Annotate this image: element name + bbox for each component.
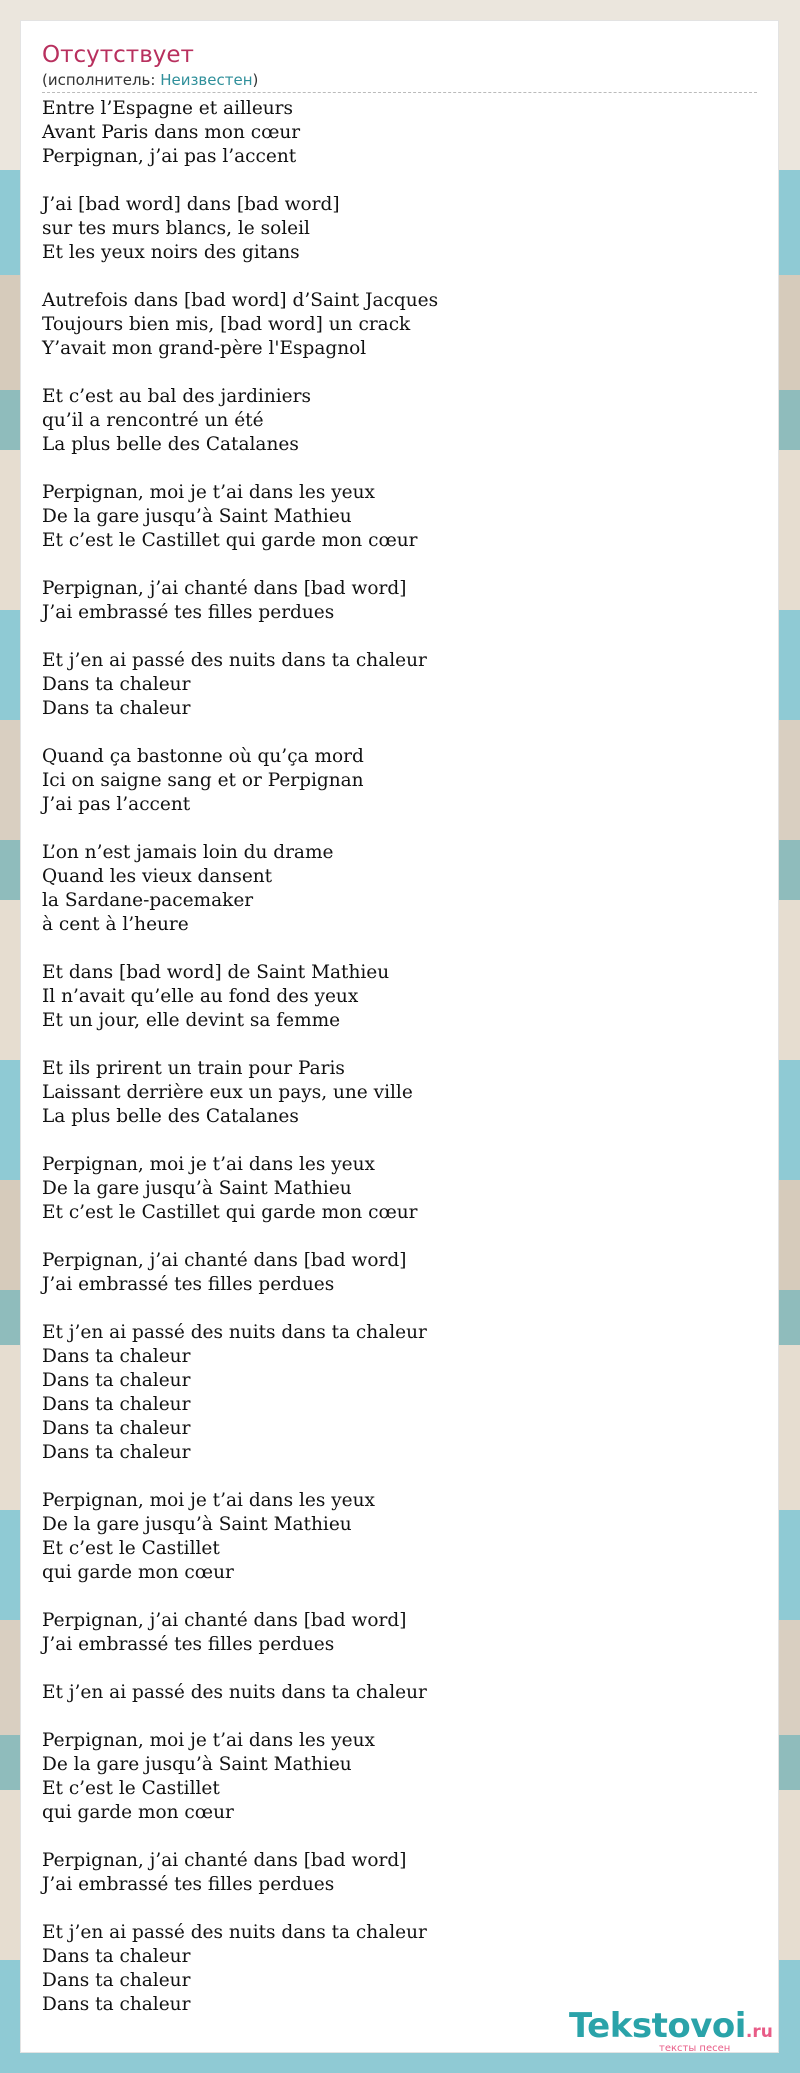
lyrics-stanza bbox=[42, 1681, 757, 1705]
lyric-line: Toujours bien mis, [bad word] un crack bbox=[42, 314, 411, 335]
lyric-line: Perpignan, j’ai chanté dans [bad word] bbox=[42, 1610, 407, 1631]
lyric-line: Dans ta chaleur bbox=[42, 1394, 191, 1415]
lyric-line: Et c’est au bal des jardiniers bbox=[42, 386, 311, 407]
lyric-line: Et j’en ai passé des nuits dans ta chaleur bbox=[42, 1922, 427, 1943]
lyric-line: Dans ta chaleur bbox=[42, 1970, 191, 1991]
artist-prefix: (исполнитель: bbox=[42, 71, 161, 89]
lyrics-stanza bbox=[42, 1057, 757, 1129]
lyric-line: Et un jour, elle devint sa femme bbox=[42, 1010, 341, 1031]
lyrics-stanza bbox=[42, 961, 757, 1033]
lyric-line: la Sardane-pacemaker bbox=[42, 890, 254, 911]
lyrics-stanza bbox=[42, 1489, 757, 1585]
lyrics-stanza bbox=[42, 1609, 757, 1657]
lyrics-stanza bbox=[42, 1849, 757, 1897]
lyrics-stanza bbox=[42, 1249, 757, 1297]
lyric-line: L’on n’est jamais loin du drame bbox=[42, 842, 334, 863]
lyric-line: Perpignan, j’ai chanté dans [bad word] bbox=[42, 1250, 407, 1271]
logo-tagline: тексты песен bbox=[659, 2043, 731, 2054]
artist-suffix: ) bbox=[252, 71, 259, 89]
lyric-line: Et c’est le Castillet qui garde mon cœur bbox=[42, 530, 418, 551]
lyric-line: J’ai embrassé tes filles perdues bbox=[42, 1874, 335, 1895]
lyric-line: Et j’en ai passé des nuits dans ta chaleur bbox=[42, 1682, 427, 1703]
lyric-line: Perpignan, moi je t’ai dans les yeux bbox=[42, 1490, 375, 1511]
lyrics-stanza bbox=[42, 193, 757, 265]
lyric-line: Et c’est le Castillet qui garde mon cœur bbox=[42, 1202, 418, 1223]
lyric-line: Avant Paris dans mon cœur bbox=[42, 122, 301, 143]
lyric-line: De la gare jusqu’à Saint Mathieu bbox=[42, 506, 352, 527]
lyric-line: Y’avait mon grand-père l'Espagnol bbox=[42, 338, 367, 359]
lyric-line: La plus belle des Catalanes bbox=[42, 434, 299, 455]
lyric-line: J’ai pas l’accent bbox=[42, 794, 191, 815]
lyrics-stanza bbox=[42, 745, 757, 817]
lyric-line: J’ai embrassé tes filles perdues bbox=[42, 1274, 335, 1295]
lyric-line: Il n’avait qu’elle au fond des yeux bbox=[42, 986, 359, 1007]
lyric-line: Dans ta chaleur bbox=[42, 1442, 191, 1463]
lyrics-stanza bbox=[42, 1729, 757, 1825]
lyric-line: qui garde mon cœur bbox=[42, 1562, 234, 1583]
lyric-line: Perpignan, moi je t’ai dans les yeux bbox=[42, 1154, 375, 1175]
lyric-line: Dans ta chaleur bbox=[42, 1946, 191, 1967]
lyric-line: Dans ta chaleur bbox=[42, 698, 191, 719]
song-title: Отсутствует bbox=[42, 42, 194, 68]
lyric-line: J’ai embrassé tes filles perdues bbox=[42, 602, 335, 623]
lyric-line: Et c’est le Castillet bbox=[42, 1778, 220, 1799]
lyric-line: De la gare jusqu’à Saint Mathieu bbox=[42, 1178, 352, 1199]
lyric-line: J’ai embrassé tes filles perdues bbox=[42, 1634, 335, 1655]
lyric-line: Perpignan, moi je t’ai dans les yeux bbox=[42, 1730, 375, 1751]
lyric-line: Autrefois dans [bad word] d’Saint Jacques bbox=[42, 290, 439, 311]
lyric-line: Quand les vieux dansent bbox=[42, 866, 273, 887]
lyric-line: Laissant derrière eux un pays, une ville bbox=[42, 1082, 413, 1103]
lyrics-stanza bbox=[42, 289, 757, 361]
song-header bbox=[42, 39, 757, 93]
lyric-line: Perpignan, j’ai chanté dans [bad word] bbox=[42, 578, 407, 599]
lyric-line: De la gare jusqu’à Saint Mathieu bbox=[42, 1754, 352, 1775]
lyric-line: Dans ta chaleur bbox=[42, 1370, 191, 1391]
lyric-line: Quand ça bastonne où qu’ça mord bbox=[42, 746, 364, 767]
lyrics-stanza bbox=[42, 385, 757, 457]
lyric-line: Et c’est le Castillet bbox=[42, 1538, 220, 1559]
lyric-line: Et dans [bad word] de Saint Mathieu bbox=[42, 962, 390, 983]
lyric-line: Ici on saigne sang et or Perpignan bbox=[42, 770, 364, 791]
site-logo[interactable] bbox=[569, 2006, 789, 2056]
lyric-line: à cent à l’heure bbox=[42, 914, 189, 935]
lyric-line: Perpignan, moi je t’ai dans les yeux bbox=[42, 482, 375, 503]
lyrics-stanza bbox=[42, 1921, 757, 2017]
lyric-line: Et les yeux noirs des gitans bbox=[42, 242, 300, 263]
lyric-line: Et j’en ai passé des nuits dans ta chaleur bbox=[42, 650, 427, 671]
lyric-line: Et ils prirent un train pour Paris bbox=[42, 1058, 345, 1079]
lyric-line: De la gare jusqu’à Saint Mathieu bbox=[42, 1514, 352, 1535]
lyric-line: Perpignan, j’ai chanté dans [bad word] bbox=[42, 1850, 407, 1871]
lyrics-stanza bbox=[42, 649, 757, 721]
lyrics-body bbox=[42, 97, 757, 2041]
lyrics-stanza bbox=[42, 841, 757, 937]
lyric-line: sur tes murs blancs, le soleil bbox=[42, 218, 310, 239]
lyrics-stanza bbox=[42, 1153, 757, 1225]
lyric-line: qui garde mon cœur bbox=[42, 1802, 234, 1823]
lyrics-stanza bbox=[42, 481, 757, 553]
lyric-line: Dans ta chaleur bbox=[42, 1418, 191, 1439]
logo-tld: .ru bbox=[745, 2022, 773, 2042]
lyric-line: qu’il a rencontré un été bbox=[42, 410, 264, 431]
lyrics-panel bbox=[21, 21, 778, 2052]
lyric-line: Dans ta chaleur bbox=[42, 674, 191, 695]
lyric-line: Entre l’Espagne et ailleurs bbox=[42, 98, 294, 119]
artist-line bbox=[42, 71, 757, 90]
lyric-line: Dans ta chaleur bbox=[42, 1994, 191, 2015]
lyric-line: Dans ta chaleur bbox=[42, 1346, 191, 1367]
artist-link[interactable]: Неизвестен bbox=[160, 71, 253, 89]
lyrics-stanza bbox=[42, 1321, 757, 1465]
lyrics-stanza bbox=[42, 577, 757, 625]
lyric-line: Et j’en ai passé des nuits dans ta chaleur bbox=[42, 1322, 427, 1343]
logo-name: Tekstovoi bbox=[569, 2006, 746, 2046]
lyrics-stanza bbox=[42, 97, 757, 169]
lyric-line: La plus belle des Catalanes bbox=[42, 1106, 299, 1127]
lyric-line: J’ai [bad word] dans [bad word] bbox=[42, 194, 340, 215]
lyric-line: Perpignan, j’ai pas l’accent bbox=[42, 146, 297, 167]
